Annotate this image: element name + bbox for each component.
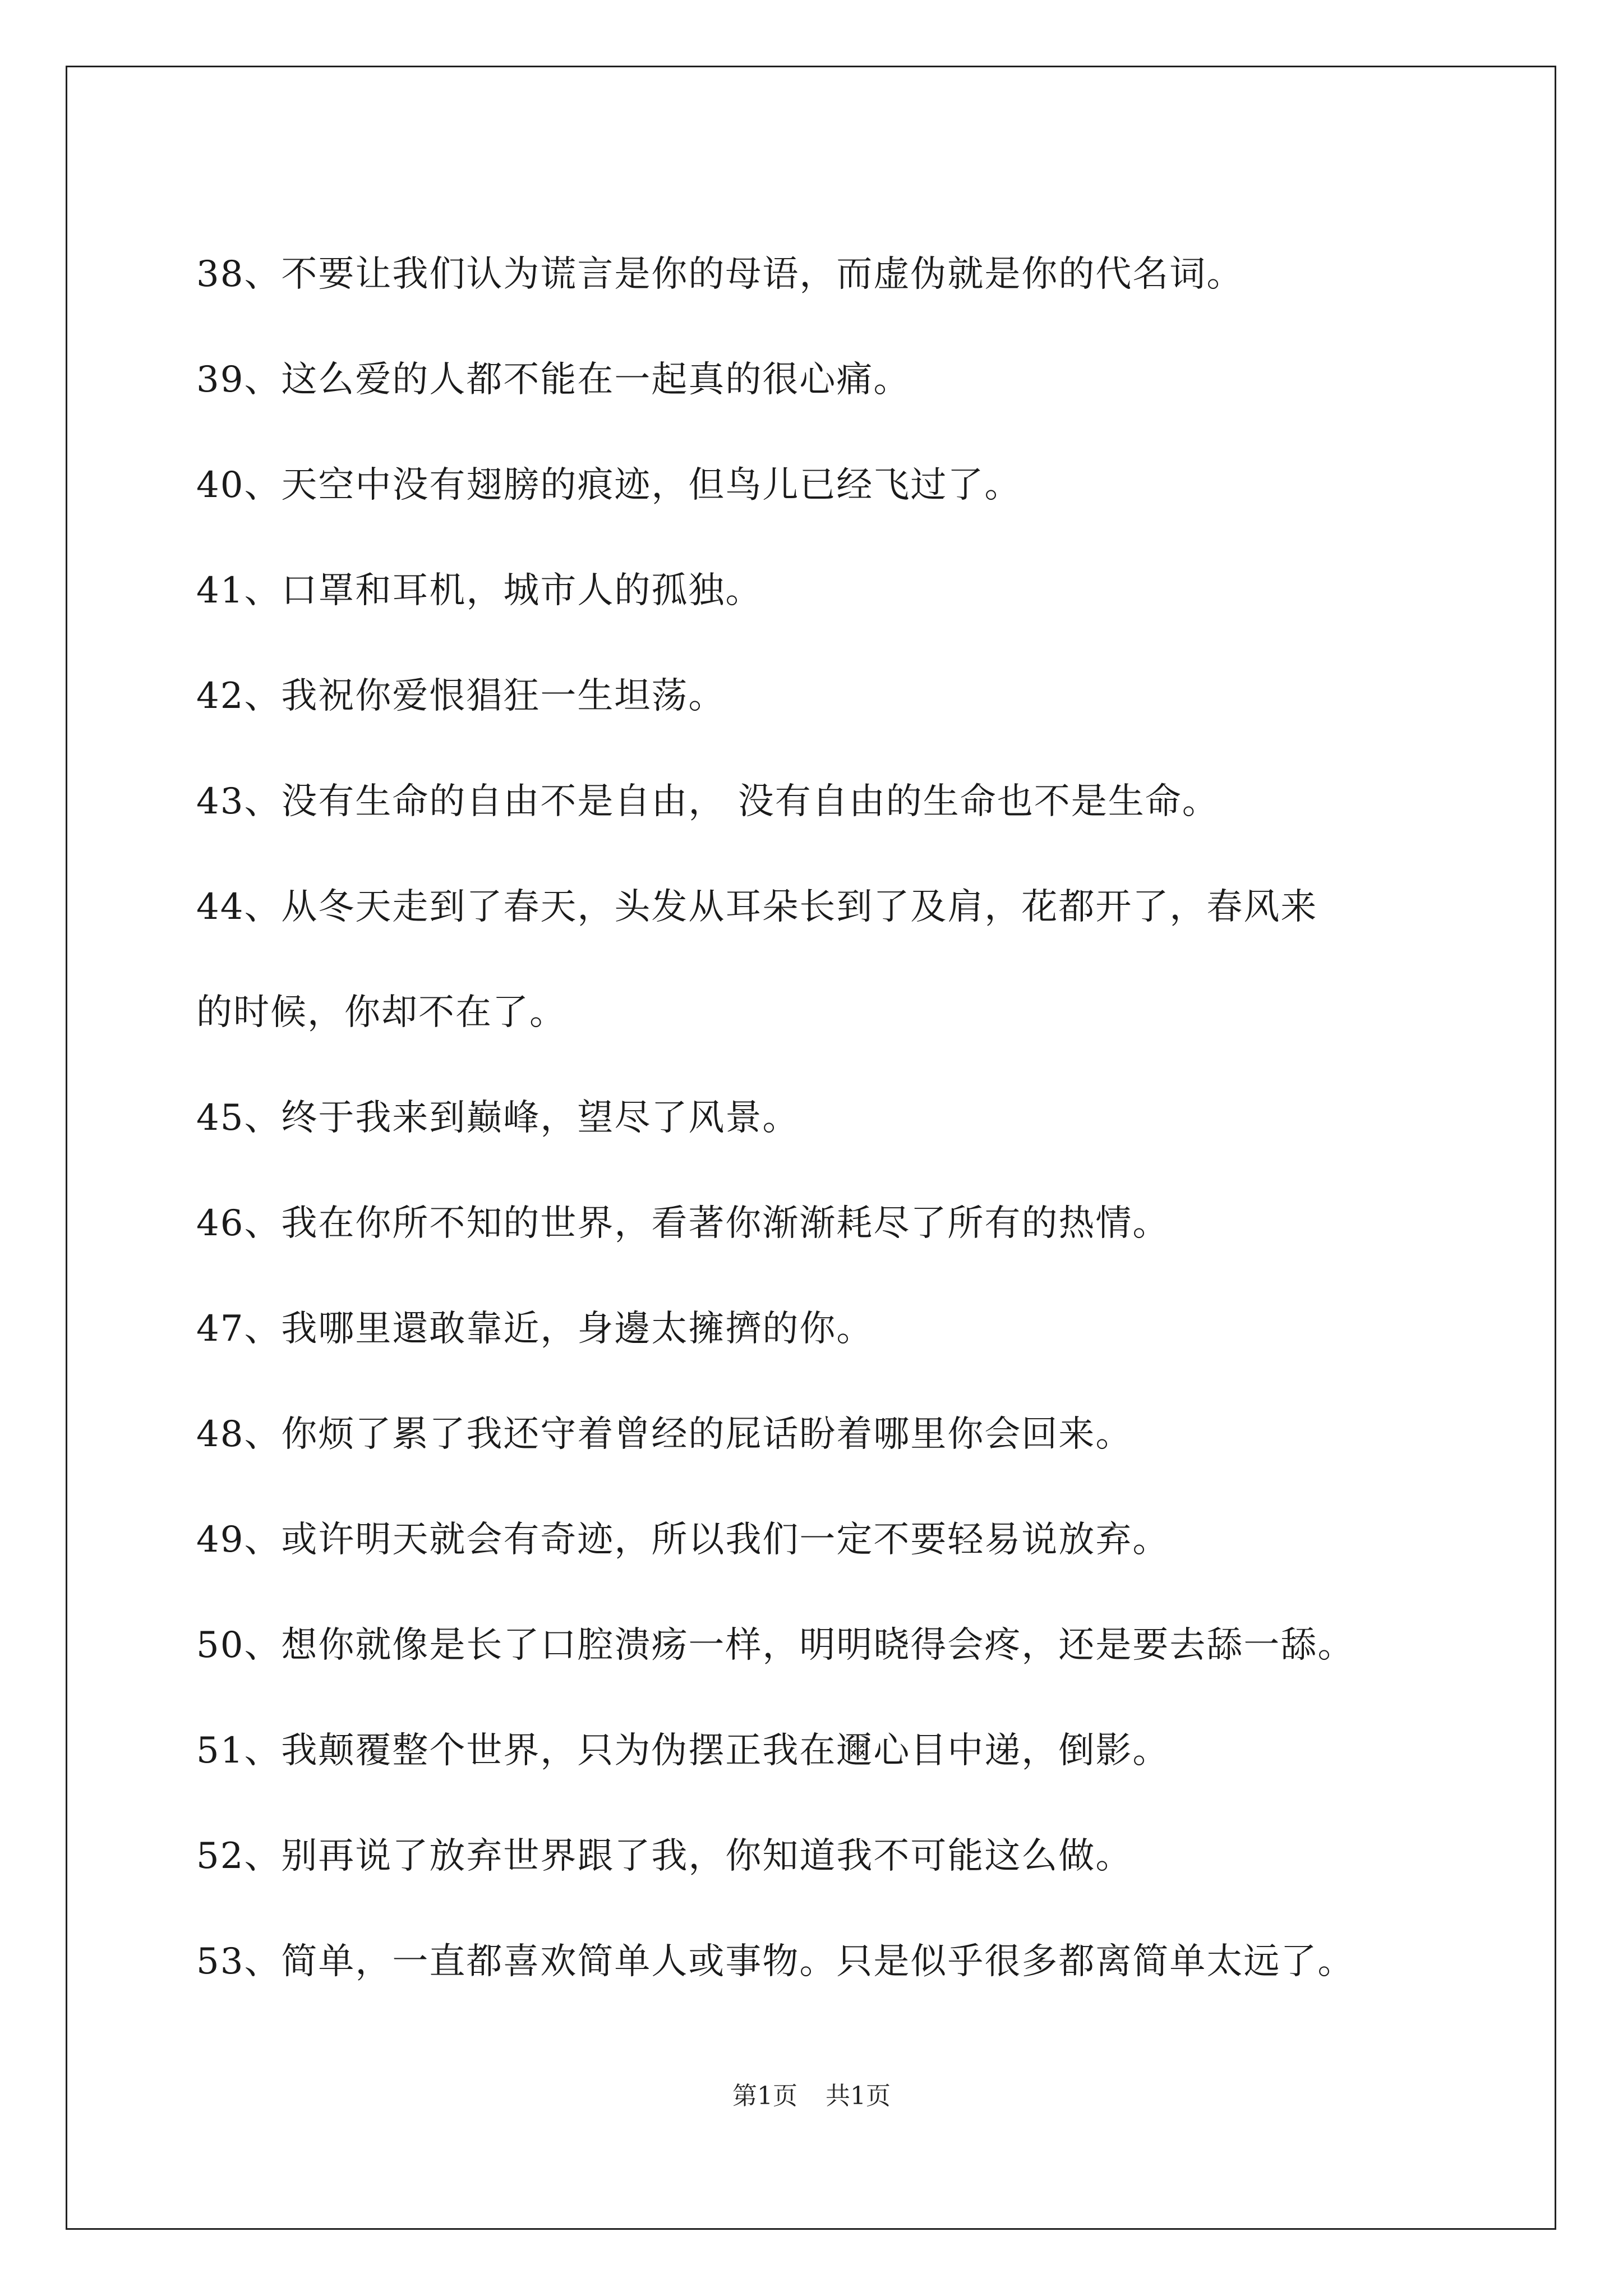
text-line: 39、这么爱的人都不能在一起真的很心痛。 [196,359,911,401]
text-line: 49、或许明天就会有奇迹，所以我们一定不要轻易说放弃。 [196,1519,1170,1561]
document-body [196,222,1475,2014]
text-line: 41、口罩和耳机，城市人的孤独。 [196,570,763,611]
text-line: 43、没有生命的自由不是自由， 没有自由的生命也不是生命。 [196,781,1219,822]
text-line: 50、想你就像是长了口腔溃疡一样，明明晓得会疼，还是要去舔一舔。 [196,1625,1355,1666]
text-line: 38、不要让我们认为谎言是你的母语，而虚伪就是你的代名词。 [196,254,1244,295]
page-number: 第1页 [732,2082,797,2110]
text-line: 48、你烦了累了我还守着曾经的屁话盼着哪里你会回来。 [196,1414,1133,1455]
text-line: 53、简单，一直都喜欢简单人或事物。只是似乎很多都离简单太远了。 [196,1941,1355,1982]
text-line: 的时候，你却不在了。 [196,992,566,1033]
text-line: 52、别再说了放弃世界跟了我，你知道我不可能这么做。 [196,1835,1133,1877]
text-line: 40、天空中没有翅膀的痕迹，但鸟儿已经飞过了。 [196,464,1022,506]
page-footer [0,2076,1623,2111]
text-line: 46、我在你所不知的世界，看著你渐渐耗尽了所有的热情。 [196,1203,1170,1244]
text-line: 47、我哪里還敢靠近，身邊太擁擠的你。 [196,1308,874,1350]
text-line: 44、从冬天走到了春天，头发从耳朵长到了及肩，花都开了，春风来 [196,886,1318,928]
text-line: 45、终于我来到巅峰，望尽了风景。 [196,1097,800,1139]
text-line: 51、我颠覆整个世界，只为伪摆正我在邇心目中递，倒影。 [196,1730,1170,1772]
page-total: 共1页 [826,2082,891,2110]
text-line: 42、我祝你爱恨猖狂一生坦荡。 [196,675,726,717]
